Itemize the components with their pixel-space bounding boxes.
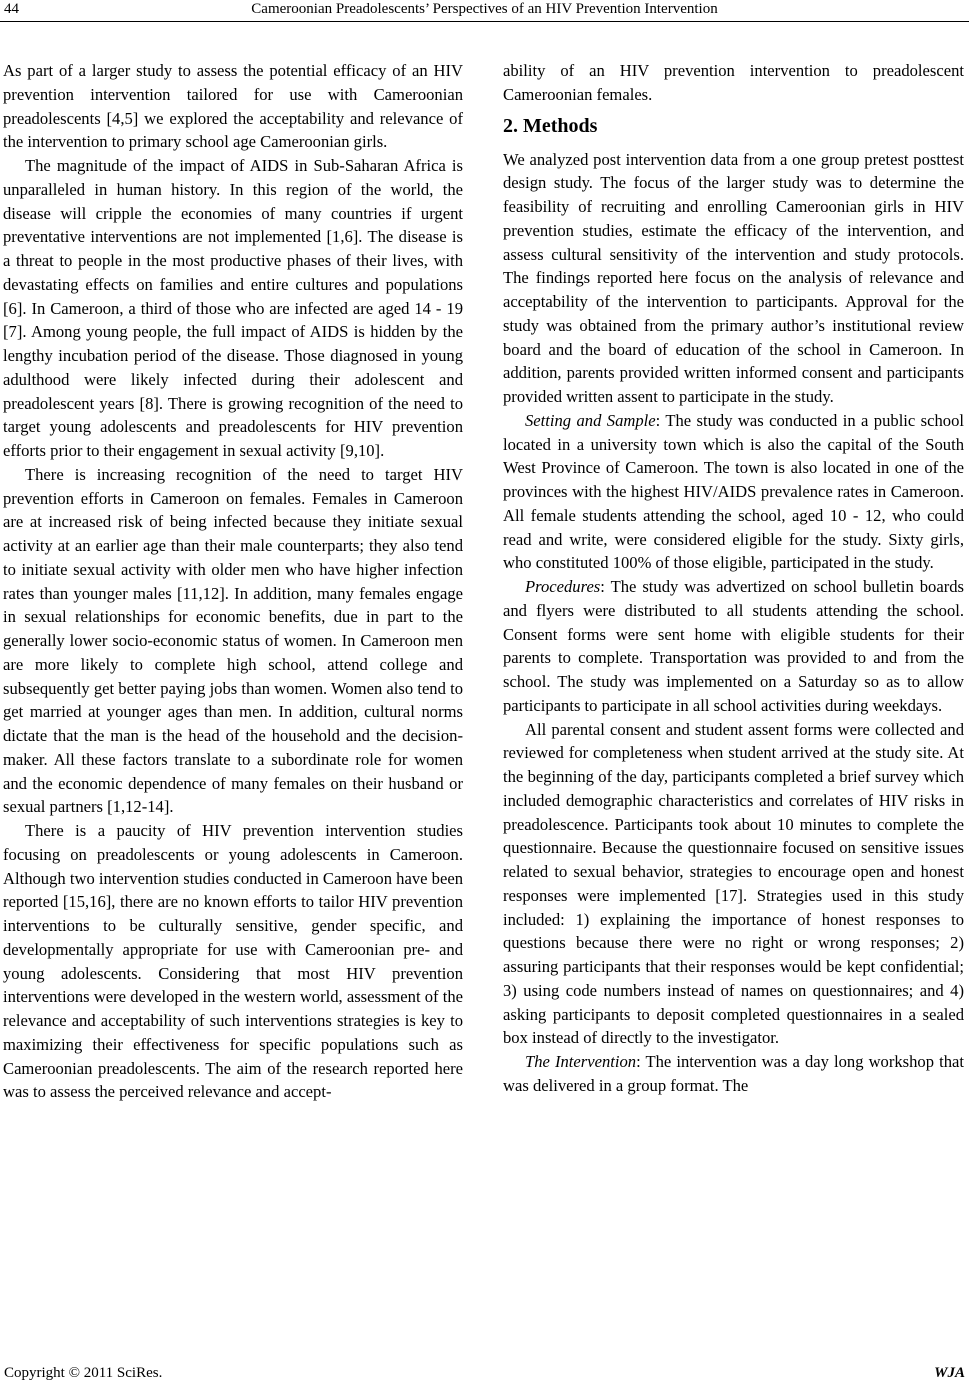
intervention-text: : The intervention was a day long workshop that was delivered in a group format. The — [503, 1052, 964, 1095]
left-column — [3, 59, 463, 1104]
journal-abbreviation: WJA — [934, 1365, 965, 1381]
right-column — [503, 59, 964, 1098]
procedures-text: : The study was advertized on school bulletin boards and flyers were distributed to all students attending the school. Consent forms were sent home with eligible students for their parents to complete. Transportation was provided to and from the school. The study was implemented on a Saturday so as to allow participants to participate in all school activities during weekdays. — [503, 577, 964, 715]
page-header — [0, 0, 969, 22]
section-heading-methods: 2. Methods — [503, 114, 598, 137]
setting-text: : The study was conducted in a public school located in a university town which is also the capital of the South West Province of Cameroon. The town is also located in one of the provinces with the highest HIV/AIDS prevalence rates in Cameroon. All female students attending the school, aged 10 - 12, who could read and write, were considered eligible for the study. Sixty girls, who constituted 100% of those eligible, participated in the study. — [503, 410, 965, 573]
page-footer — [0, 1364, 969, 1384]
continuation-paragraph: ability of an HIV prevention intervention to preadolescent Cameroonian females. — [503, 61, 964, 104]
copyright-notice: Copyright © 2011 SciRes. — [4, 1365, 163, 1381]
running-title: Cameroonian Preadolescents’ Perspectives of an HIV Prevention Intervention — [251, 1, 718, 17]
setting-paragraph — [503, 409, 964, 575]
header-rule — [0, 21, 969, 22]
body-paragraph: There is a paucity of HIV prevention intervention studies focusing on preadolescents or young adolescents in Cameroon. Although two intervention studies conducted in Cameroon have been reported [15,16], there are no known efforts to tailor HIV prevention interventions to be culturally sensitive, gender specific, and developmentally appropriate for use with Cameroonian pre- and young adolescents. Considering that most HIV prevention interventions were developed in the western world, assessment of the relevance and acceptability of such interventions strategies is key to maximizing their effectiveness for specific populations such as Cameroonian preadolescents. The aim of the research reported here was to assess the perceived relevance and accept- — [3, 821, 463, 1102]
intro-paragraph: As part of a larger study to assess the potential efficacy of an HIV prevention intervention tailored for use with Cameroonian preadolescents [4,5] we explored the acceptability and relevance of the intervention to primary school age Cameroonian girls. — [3, 61, 463, 152]
body-paragraph: The magnitude of the impact of AIDS in Sub-Saharan Africa is unparalleled in human history. In this region of the world, the disease will cripple the economies of many countries if urgent preventative interventions are not implemented [1,6]. The disease is a threat to people in the most productive phases of their lives, with devastating effects on families and entire cultures and populations [6]. In Cameroon, a third of those who are infected are aged 14 - 19 [7]. Among young people, the full impact of AIDS is hidden by the lengthy incubation period of the disease. Those diagnosed in young adulthood were likely infected during their adolescent and preadolescent years [8]. There is growing recognition of the need to target young adolescents and preadolescents for HIV prevention efforts prior to their engagement in sexual activity [9,10]. — [3, 156, 463, 460]
procedures-paragraph — [503, 575, 964, 718]
page-number: 44 — [4, 1, 19, 17]
setting-label: Setting and Sample — [525, 410, 656, 430]
consent-paragraph: All parental consent and student assent forms were collected and reviewed for completeness when student arrived at the study site. At the beginning of the day, participants completed a brief survey which included demographic characteristics and correlates of HIV risks in preadolescence. Participants took about 10 minutes to complete the questionnaire. Because the questionnaire focused on sensitive issues related to sexual behavior, strategies to encourage open and honest responses were implemented [17]. Strategies used in this study included: 1) explaining the importance of honest responses to questions because there were no right or wrong responses; 2) assuring participants that their responses would be kept confidential; 3) using code numbers instead of names on questionnaires; and 4) asking participants to deposit completed questionnaires in a sealed box instead of directly to the investigator. — [503, 719, 964, 1048]
body-paragraph: There is increasing recognition of the need to target HIV prevention efforts in Cameroon on females. Females in Cameroon are at increased risk of being infected because they initiate sexual activity at an earlier age than their male counterparts; they also tend to initiate sexual activity with older men who have higher infection rates than younger males [11,12]. In addition, many females engage in sexual relationships for economic benefits, due in part to the generally lower socio-economic status of women. In Cameroon men are more likely to complete high school, attend college and subsequently get better paying jobs than women. Women also tend to get married at younger ages than men. In addition, cultural norms dictate that the man is the head of the household and the decision-maker. All these factors translate to a subordinate role for women and the economic dependence of many females on their husband or sexual partners [1,12-14]. — [3, 464, 463, 817]
intervention-paragraph — [503, 1050, 964, 1098]
intervention-label: The Intervention — [525, 1052, 637, 1071]
procedures-label: Procedures — [525, 577, 601, 596]
methods-intro-paragraph: We analyzed post intervention data from a one group pretest posttest design study. The focus of the larger study was to determine the feasibility of recruiting and enrolling Cameroonian girls in HIV prevention studies, estimate the efficacy of the intervention, and assess cultural sensitivity of the intervention and study protocols. The findings reported here focus on the analysis of relevance and acceptability of the intervention to participants. Approval for the study was obtained from the primary author’s institutional review board and the board of education of the school in Cameroon. In addition, parents provided written informed consent and participants provided written assent to participate in the study. — [503, 149, 964, 406]
